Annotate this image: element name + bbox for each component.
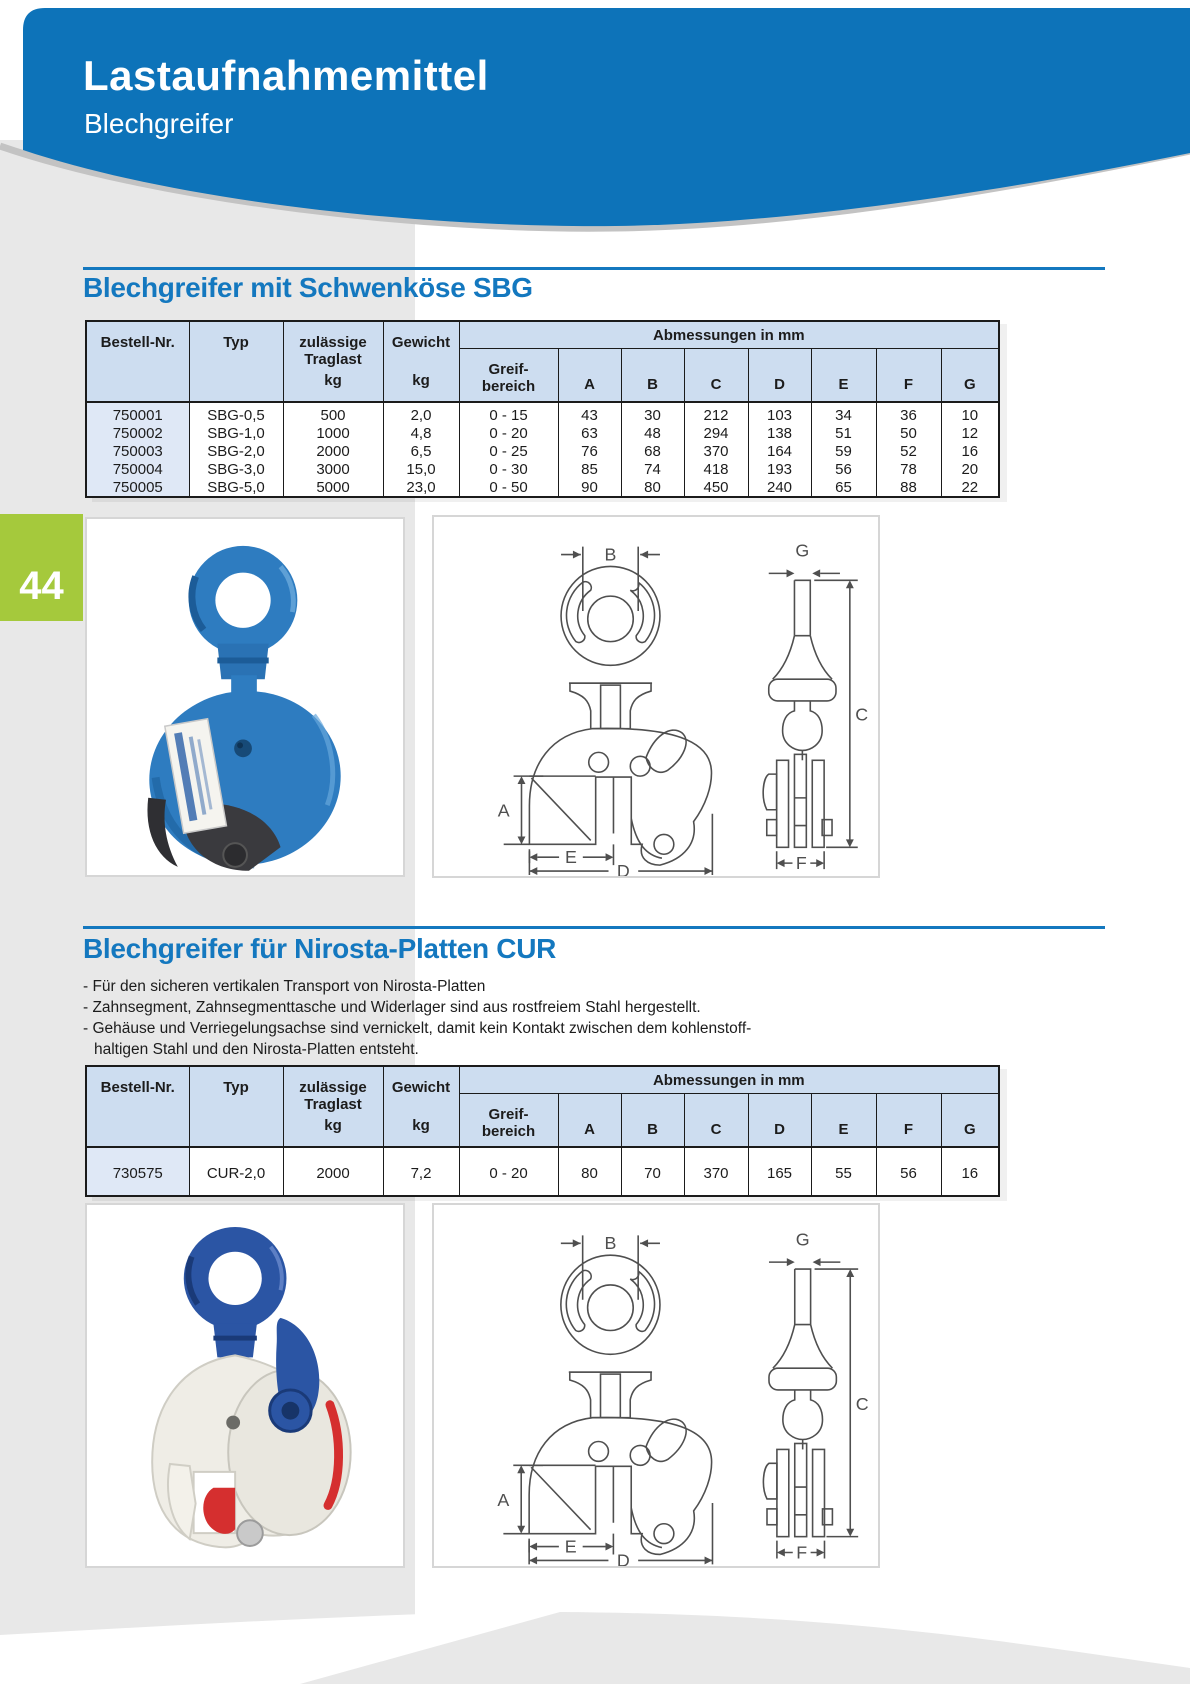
table-cell: 0 - 25 xyxy=(459,442,558,460)
table-cell: SBG-0,5 xyxy=(189,402,283,424)
table-cell: 22 xyxy=(941,478,999,497)
svg-text:F: F xyxy=(795,853,807,874)
table-cell: 80 xyxy=(621,478,684,497)
col-header-greifbereich: Greif- bereich xyxy=(459,1094,558,1148)
col-header-g: G xyxy=(941,1094,999,1148)
table-cell: 52 xyxy=(876,442,941,460)
table-row xyxy=(86,460,999,478)
table-cell: 55 xyxy=(811,1147,876,1196)
table-cell: 50 xyxy=(876,424,941,442)
col-header-c: C xyxy=(684,1094,748,1148)
table-cell: 6,5 xyxy=(383,442,459,460)
col-header-abmessungen: Abmessungen in mm xyxy=(459,1066,999,1094)
table-cell: 4,8 xyxy=(383,424,459,442)
table-row xyxy=(86,442,999,460)
table-cell: 88 xyxy=(876,478,941,497)
table-cell: 294 xyxy=(684,424,748,442)
col-header-gewicht: Gewicht kg xyxy=(383,1066,459,1147)
col-header-bestell-nr: Bestell-Nr. xyxy=(86,1066,189,1147)
sbg-clamp-image xyxy=(87,519,403,875)
table-cell: 750001 xyxy=(86,402,189,424)
table-row xyxy=(86,1147,999,1196)
bullet-line: - Zahnsegment, Zahnsegmenttasche und Widerlager sind aus rostfreiem Stahl hergestellt. xyxy=(83,999,701,1016)
col-header-traglast: zulässige Traglast kg xyxy=(283,1066,383,1147)
col-header-g: G xyxy=(941,349,999,403)
table-cell: 76 xyxy=(558,442,621,460)
svg-text:C: C xyxy=(855,704,869,725)
table-header-row xyxy=(86,1066,999,1094)
table-cell: 90 xyxy=(558,478,621,497)
col-header-d: D xyxy=(748,1094,811,1148)
col-header-f: F xyxy=(876,349,941,403)
col-header-typ: Typ xyxy=(189,1066,283,1147)
table-cell: 85 xyxy=(558,460,621,478)
bullet-line: - Für den sicheren vertikalen Transport von Nirosta-Platten xyxy=(83,978,486,995)
product-photo-sbg xyxy=(85,517,405,877)
svg-text:A: A xyxy=(497,800,510,821)
table-cell: 65 xyxy=(811,478,876,497)
col-header-f: F xyxy=(876,1094,941,1148)
table-cell: 2000 xyxy=(283,1147,383,1196)
table-cell: 165 xyxy=(748,1147,811,1196)
table-cell: 370 xyxy=(684,1147,748,1196)
table-cell: 2,0 xyxy=(383,402,459,424)
col-header-c: C xyxy=(684,349,748,403)
table-cell: 240 xyxy=(748,478,811,497)
cur-description xyxy=(83,976,1023,1060)
table-cell: 5000 xyxy=(283,478,383,497)
bullet-line: - Gehäuse und Verriegelungsachse sind vernickelt, damit kein Kontakt zwischen dem kohlenstoff- xyxy=(83,1020,752,1037)
page-title: Lastaufnahmemittel xyxy=(83,52,489,99)
section-title-cur: Blechgreifer für Nirosta-Platten CUR xyxy=(83,933,557,964)
table-cell: 500 xyxy=(283,402,383,424)
table-cell: 68 xyxy=(621,442,684,460)
table-cell: 16 xyxy=(941,442,999,460)
cur-table-body xyxy=(86,1147,999,1196)
table-cell: 56 xyxy=(876,1147,941,1196)
col-header-b: B xyxy=(621,349,684,403)
col-header-e: E xyxy=(811,349,876,403)
col-header-typ: Typ xyxy=(189,321,283,402)
table-cell: 450 xyxy=(684,478,748,497)
table-cell: 30 xyxy=(621,402,684,424)
table-cell: 103 xyxy=(748,402,811,424)
cur-table xyxy=(85,1065,1000,1197)
table-header-row xyxy=(86,321,999,349)
sbg-drawing xyxy=(434,517,878,876)
table-cell: 0 - 30 xyxy=(459,460,558,478)
table-cell: 750004 xyxy=(86,460,189,478)
cur-drawing xyxy=(434,1205,878,1566)
table-cell: 74 xyxy=(621,460,684,478)
section-rule xyxy=(83,926,1105,929)
table-cell: 59 xyxy=(811,442,876,460)
table-cell: 63 xyxy=(558,424,621,442)
product-photo-cur xyxy=(85,1203,405,1568)
page-subtitle: Blechgreifer xyxy=(84,108,234,139)
svg-text:B: B xyxy=(604,544,617,565)
col-header-traglast: zulässige Traglast kg xyxy=(283,321,383,402)
svg-text:G: G xyxy=(795,540,810,561)
col-header-bestell-nr: Bestell-Nr. xyxy=(86,321,189,402)
table-cell: 51 xyxy=(811,424,876,442)
page-number: 44 xyxy=(19,564,64,608)
table-cell: 15,0 xyxy=(383,460,459,478)
table-cell: SBG-3,0 xyxy=(189,460,283,478)
table-row xyxy=(86,478,999,497)
table-cell: 418 xyxy=(684,460,748,478)
table-cell: 193 xyxy=(748,460,811,478)
col-header-a: A xyxy=(558,349,621,403)
table-cell: 10 xyxy=(941,402,999,424)
section-rule xyxy=(83,267,1105,270)
table-cell: 212 xyxy=(684,402,748,424)
table-cell: 1000 xyxy=(283,424,383,442)
svg-text:G: G xyxy=(795,1229,810,1250)
svg-text:B: B xyxy=(604,1233,617,1254)
table-cell: 48 xyxy=(621,424,684,442)
table-cell: 36 xyxy=(876,402,941,424)
table-cell: SBG-1,0 xyxy=(189,424,283,442)
technical-drawing-cur xyxy=(432,1203,880,1568)
col-header-b: B xyxy=(621,1094,684,1148)
table-row xyxy=(86,402,999,424)
page-number-tab xyxy=(0,514,83,621)
svg-text:A: A xyxy=(497,1489,510,1510)
svg-text:E: E xyxy=(564,1536,577,1557)
svg-text:F: F xyxy=(796,1542,808,1563)
table-cell: 3000 xyxy=(283,460,383,478)
bullet-line: haltigen Stahl und den Nirosta-Platten entsteht. xyxy=(94,1041,419,1058)
table-cell: 16 xyxy=(941,1147,999,1196)
table-cell: 138 xyxy=(748,424,811,442)
svg-text:E: E xyxy=(565,847,577,868)
table-cell: 164 xyxy=(748,442,811,460)
col-header-abmessungen: Abmessungen in mm xyxy=(459,321,999,349)
table-cell: 12 xyxy=(941,424,999,442)
table-cell: 750002 xyxy=(86,424,189,442)
table-cell: 0 - 20 xyxy=(459,1147,558,1196)
table-cell: 34 xyxy=(811,402,876,424)
table-cell: CUR-2,0 xyxy=(189,1147,283,1196)
col-header-a: A xyxy=(558,1094,621,1148)
table-cell: 370 xyxy=(684,442,748,460)
table-cell: SBG-2,0 xyxy=(189,442,283,460)
svg-text:D: D xyxy=(616,860,630,876)
table-cell: 78 xyxy=(876,460,941,478)
table-cell: 750003 xyxy=(86,442,189,460)
table-cell: 7,2 xyxy=(383,1147,459,1196)
col-header-greifbereich: Greif- bereich xyxy=(459,349,558,403)
table-cell: 70 xyxy=(621,1147,684,1196)
technical-drawing-sbg xyxy=(432,515,880,878)
svg-text:C: C xyxy=(855,1393,869,1414)
section-title-sbg: Blechgreifer mit Schwenköse SBG xyxy=(83,272,533,303)
table-cell: 56 xyxy=(811,460,876,478)
table-cell: 43 xyxy=(558,402,621,424)
sbg-table xyxy=(85,320,1000,498)
col-header-e: E xyxy=(811,1094,876,1148)
table-row xyxy=(86,424,999,442)
table-cell: 80 xyxy=(558,1147,621,1196)
table-cell: SBG-5,0 xyxy=(189,478,283,497)
col-header-gewicht: Gewicht kg xyxy=(383,321,459,402)
table-cell: 2000 xyxy=(283,442,383,460)
table-cell: 0 - 15 xyxy=(459,402,558,424)
table-cell: 730575 xyxy=(86,1147,189,1196)
table-cell: 20 xyxy=(941,460,999,478)
table-cell: 0 - 20 xyxy=(459,424,558,442)
cur-clamp-image xyxy=(87,1205,403,1566)
sbg-table-body xyxy=(86,402,999,497)
svg-text:D: D xyxy=(616,1550,630,1566)
table-cell: 23,0 xyxy=(383,478,459,497)
table-cell: 750005 xyxy=(86,478,189,497)
table-cell: 0 - 50 xyxy=(459,478,558,497)
footer-swoosh xyxy=(0,1554,1190,1684)
col-header-d: D xyxy=(748,349,811,403)
